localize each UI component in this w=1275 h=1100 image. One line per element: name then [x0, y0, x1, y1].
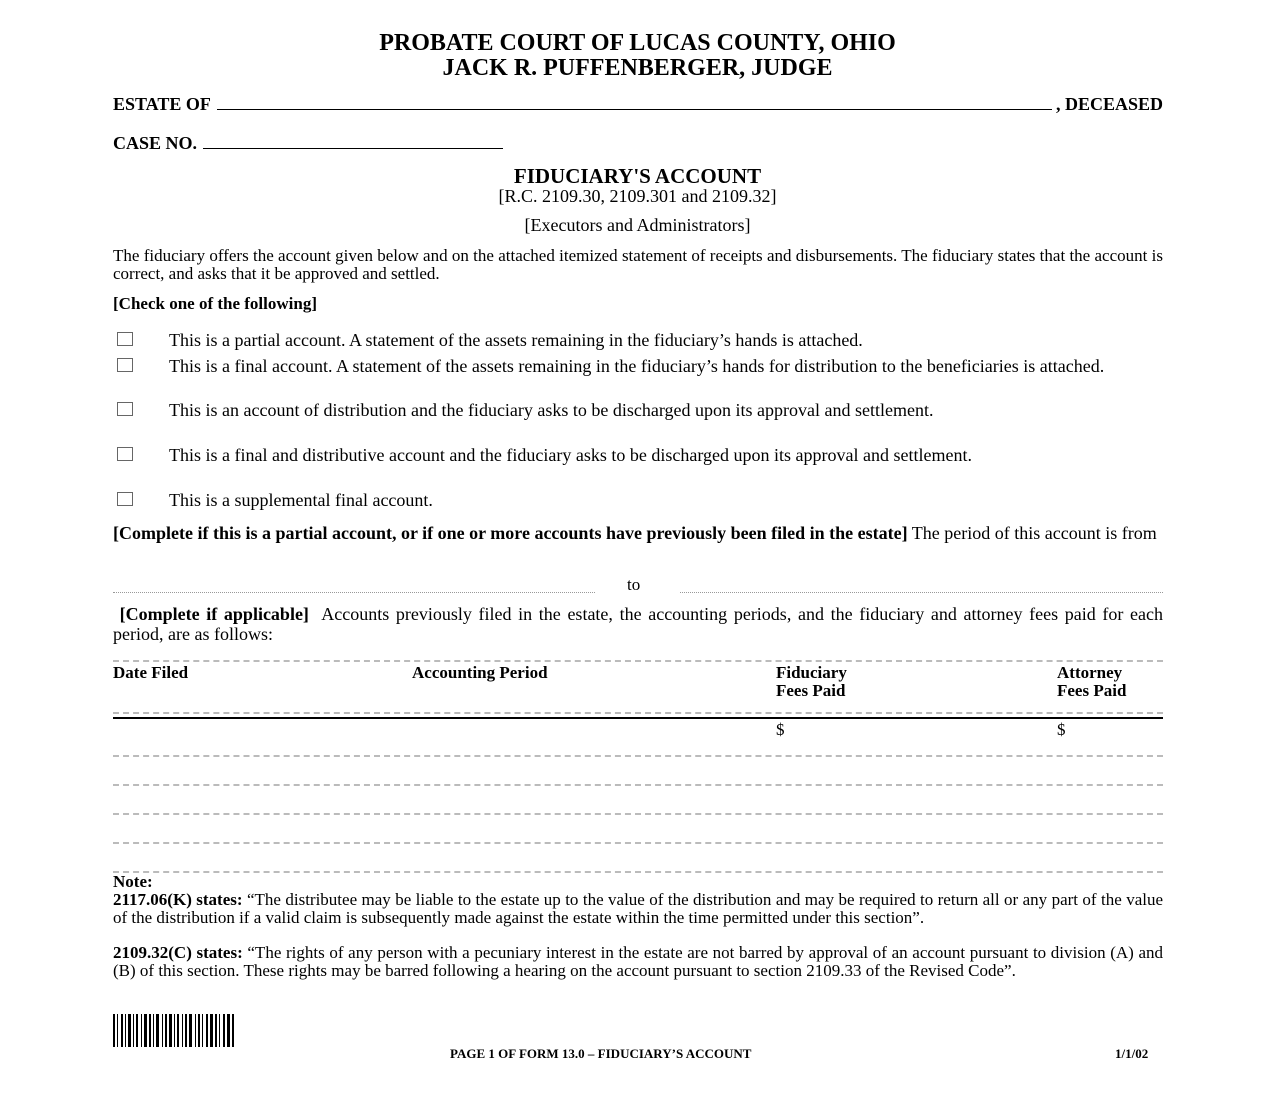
checkbox-final[interactable]: [117, 358, 133, 372]
note-2109-ref: 2109.32(C) states:: [113, 943, 243, 962]
note-2117-text: “The distributee may be liable to the estate up to the value of the distribution and may be required to return all or any part of the value of the distribution if a valid claim is subsequently made against the estate within the time permitted under this section”.: [113, 890, 1164, 927]
court-name: PROBATE COURT OF LUCAS COUNTY, OHIO: [379, 30, 896, 56]
header-accounting-period: Accounting Period: [412, 663, 548, 682]
form-statutes: [R.C. 2109.30, 2109.301 and 2109.32]: [498, 186, 777, 206]
estate-name-field[interactable]: [217, 93, 1052, 110]
previous-instruction: [Complete if applicable]: [119, 604, 309, 624]
option-partial: This is a partial account. A statement of the assets remaining in the fiduciary’s hands is attached.: [169, 330, 863, 350]
note-2117: [113, 891, 1163, 927]
footer-page: PAGE 1 OF FORM 13.0 – FIDUCIARY’S ACCOUNT: [450, 1046, 752, 1061]
previous-paragraph: [113, 604, 1163, 644]
table-row-line[interactable]: [113, 842, 1163, 844]
form-subtitle: [Executors and Administrators]: [524, 215, 751, 235]
table-row-line[interactable]: [113, 784, 1163, 786]
period-from-field[interactable]: [113, 574, 595, 593]
note-2109: [113, 944, 1163, 980]
checkbox-supplemental[interactable]: [117, 492, 133, 506]
fiduciary-currency: $: [776, 720, 785, 739]
judge-name: JACK R. PUFFENBERGER, JUDGE: [442, 55, 833, 81]
table-divider: [113, 712, 1163, 714]
option-final: This is a final account. A statement of the assets remaining in the fiduciary’s hands for distribution to the beneficiaries is attached.: [169, 356, 1105, 376]
deceased-label: , DECEASED: [1055, 94, 1163, 114]
case-label: CASE NO.: [113, 133, 198, 153]
table-top-line: [113, 660, 1163, 662]
period-to-field[interactable]: [680, 574, 1163, 593]
attorney-currency: $: [1057, 720, 1066, 739]
note-2109-text: “The rights of any person with a pecuniary interest in the estate are not barred by approval of an account pursuant to division (A) and (B) of this section. These rights may be barred following a hearing on the account pursuant to section 2109.33 of the Revised Code”.: [113, 943, 1164, 980]
period-paragraph: [113, 523, 1163, 543]
checkbox-partial[interactable]: [117, 332, 133, 346]
check-heading: [Check one of the following]: [113, 294, 317, 313]
barcode: [113, 1014, 236, 1047]
footer-date: 1/1/02: [1115, 1046, 1149, 1061]
header-attorney-fees: Attorney Fees Paid: [1057, 663, 1127, 700]
period-text: The period of this account is from: [911, 523, 1157, 543]
period-instruction: [Complete if this is a partial account, or if one or more accounts have previously been filed in the estate]: [113, 523, 908, 543]
option-supplemental: This is a supplemental final account.: [169, 490, 433, 510]
estate-row: [113, 93, 1163, 115]
note-2117-ref: 2117.06(K) states:: [113, 890, 243, 909]
table-row-line[interactable]: [113, 755, 1163, 757]
period-to-label: to: [627, 575, 641, 594]
option-distribution: This is an account of distribution and the fiduciary asks to be discharged upon its approval and settlement.: [169, 400, 934, 420]
note-label: Note:: [113, 872, 153, 891]
previous-text: Accounts previously filed in the estate, the accounting periods, and the fiduciary and attorney fees paid for each period, are as follows:: [113, 604, 1163, 644]
form-title: FIDUCIARY'S ACCOUNT: [513, 164, 762, 188]
checkbox-final-distributive[interactable]: [117, 447, 133, 461]
case-number-field[interactable]: [203, 132, 503, 149]
header-fiduciary-fees: Fiduciary Fees Paid: [776, 663, 847, 700]
table-header-rule: [113, 717, 1163, 719]
header-date-filed: Date Filed: [113, 663, 189, 682]
option-final-distributive: This is a final and distributive account and the fiduciary asks to be discharged upon its approval and settlement.: [169, 445, 972, 465]
table-row-line[interactable]: [113, 871, 1163, 873]
case-row: [113, 132, 503, 154]
estate-label: ESTATE OF: [113, 94, 211, 114]
table-row-line[interactable]: [113, 813, 1163, 815]
intro-paragraph: The fiduciary offers the account given below and on the attached itemized statement of receipts and disbursements. The fiduciary states that the account is correct, and asks that it be approved and settled.: [113, 246, 1163, 283]
checkbox-distribution[interactable]: [117, 402, 133, 416]
